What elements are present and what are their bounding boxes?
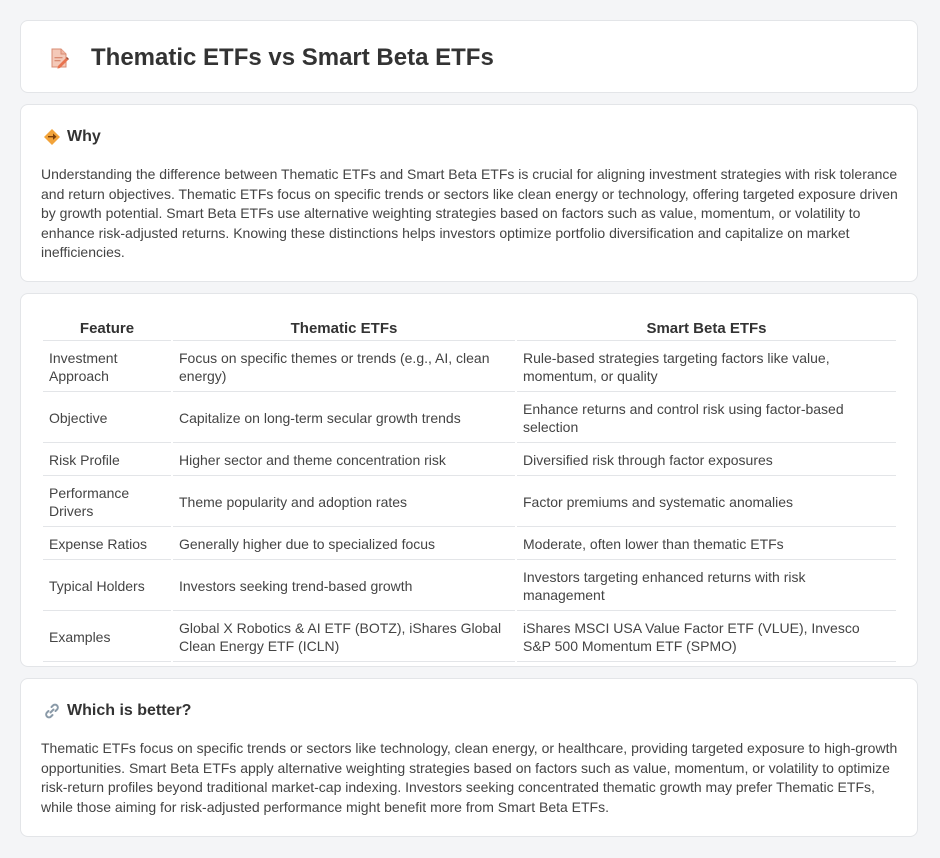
feature-cell: Expense Ratios	[43, 529, 171, 560]
header-feature: Feature	[43, 316, 171, 341]
feature-cell: Objective	[43, 394, 171, 443]
table-row	[43, 529, 896, 560]
table-row	[43, 445, 896, 476]
page-title: Thematic ETFs vs Smart Beta ETFs	[91, 44, 494, 71]
header-smart-beta: Smart Beta ETFs	[517, 316, 896, 341]
feature-cell: Typical Holders	[43, 562, 171, 611]
smart-beta-cell: Investors targeting enhanced returns with risk management	[517, 562, 896, 611]
diamond-arrow-icon	[43, 128, 61, 146]
document-pencil-icon	[47, 46, 71, 70]
header-card	[20, 20, 918, 93]
table-row	[43, 613, 896, 662]
which-is-better-section	[20, 678, 918, 837]
thematic-cell: Capitalize on long-term secular growth trends	[173, 394, 515, 443]
which-is-better-body: Thematic ETFs focus on specific trends or sectors like technology, clean energy, or healthcare, providing targeted exposure to high-growth opportunities. Smart Beta ETFs apply alternative weighting strategies based on factors such as value, momentum, or volatility to optimize risk-return profiles beyond traditional market-cap indexing. Investors seeking concentrated thematic growth may prefer Thematic ETFs, while those aiming for risk-adjusted performance might benefit more from Smart Beta ETFs.	[41, 740, 898, 815]
table-row	[43, 394, 896, 443]
smart-beta-cell: iShares MSCI USA Value Factor ETF (VLUE), Invesco S&P 500 Momentum ETF (SPMO)	[517, 613, 896, 662]
table-row	[43, 562, 896, 611]
why-section	[20, 104, 918, 282]
thematic-cell: Investors seeking trend-based growth	[173, 562, 515, 611]
table-row	[43, 343, 896, 392]
smart-beta-cell: Factor premiums and systematic anomalies	[517, 478, 896, 527]
smart-beta-cell: Enhance returns and control risk using factor-based selection	[517, 394, 896, 443]
feature-cell: Performance Drivers	[43, 478, 171, 527]
thematic-cell: Global X Robotics & AI ETF (BOTZ), iShares Global Clean Energy ETF (ICLN)	[173, 613, 515, 662]
link-icon	[43, 702, 61, 720]
thematic-cell: Generally higher due to specialized focus	[173, 529, 515, 560]
why-body: Understanding the difference between Thematic ETFs and Smart Beta ETFs is crucial for aligning investment strategies with risk tolerance and return objectives. Thematic ETFs focus on specific trends or sectors like clean energy or technology, offering targeted exposure driven by growth potential. Smart Beta ETFs use alternative weighting strategies based on factors such as value, momentum, or volatility to enhance risk-adjusted returns. Knowing these distinctions helps investors optimize portfolio diversification and capitalize on market inefficiencies.	[41, 166, 898, 260]
feature-cell: Risk Profile	[43, 445, 171, 476]
thematic-cell: Theme popularity and adoption rates	[173, 478, 515, 527]
thematic-cell: Focus on specific themes or trends (e.g., AI, clean energy)	[173, 343, 515, 392]
table-header-row	[43, 316, 896, 341]
why-title: Why	[67, 128, 101, 145]
thematic-cell: Higher sector and theme concentration risk	[173, 445, 515, 476]
feature-cell: Investment Approach	[43, 343, 171, 392]
smart-beta-cell: Moderate, often lower than thematic ETFs	[517, 529, 896, 560]
comparison-section	[20, 293, 918, 667]
feature-cell: Examples	[43, 613, 171, 662]
smart-beta-cell: Diversified risk through factor exposures	[517, 445, 896, 476]
header-thematic: Thematic ETFs	[173, 316, 515, 341]
smart-beta-cell: Rule-based strategies targeting factors like value, momentum, or quality	[517, 343, 896, 392]
which-is-better-title: Which is better?	[67, 702, 192, 719]
table-row	[43, 478, 896, 527]
comparison-table	[41, 314, 898, 664]
